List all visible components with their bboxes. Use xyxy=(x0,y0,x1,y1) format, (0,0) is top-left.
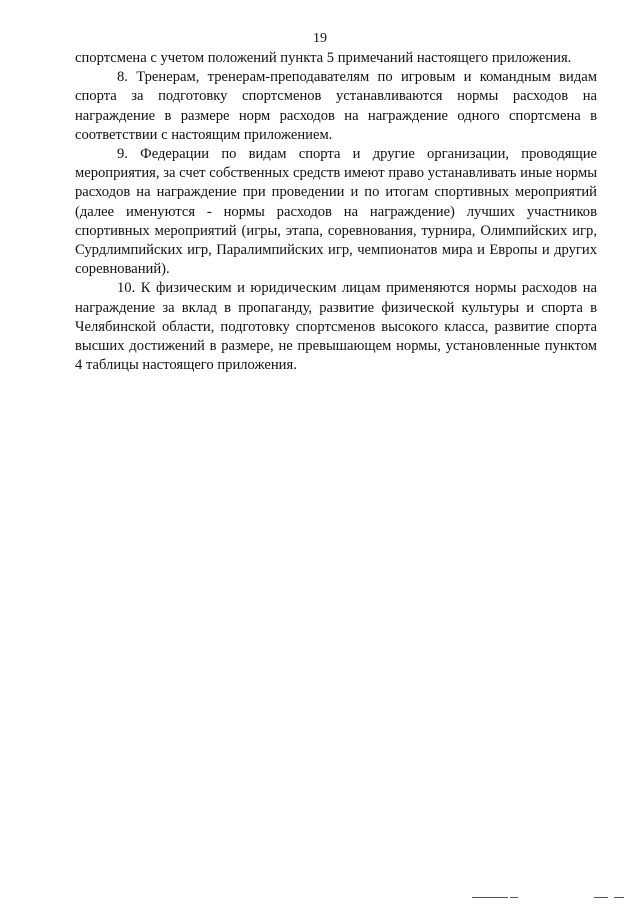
footer-mark-line xyxy=(472,897,508,898)
footer-mark-line xyxy=(614,897,624,898)
footer-mark-line xyxy=(510,897,518,898)
footer-scan-marks xyxy=(0,897,640,903)
paragraph-continuation: спортсмена с учетом положений пункта 5 примечаний настоящего приложения. xyxy=(75,50,572,66)
paragraph-item-8: 8. Тренерам, тренерам-преподавателям по игровым и командным видам спорта за подготовку спортсменов устанавливаются нормы расходов на награждение в размере норм расходов на награждение одного спортсмена в соответствии с настоящим приложением. xyxy=(75,69,597,143)
page-number: 19 xyxy=(313,31,327,46)
footer-mark-line xyxy=(594,897,608,898)
paragraph-item-9: 9. Федерации по видам спорта и другие организации, проводящие мероприятия, за счет собственных средств имеют право устанавливать иные нормы расходов на награждение при проведении и по итогам спортивных мероприятий (далее именуются - нормы расходов на награждение) лучших участников спортивных мероприятий (игры, этапа, соревнования, турнира, Олимпийских игр, Сурдлимпийских игр, Паралимпийских игр, чемпионатов мира и Европы и других соревнований). xyxy=(75,146,597,278)
document-body xyxy=(75,49,597,375)
paragraph-item-10: 10. К физическим и юридическим лицам применяются нормы расходов на награждение за вклад в пропаганду, развитие физической культуры и спорта в Челябинской области, подготовку спортсменов высокого класса, развитие спорта высших достижений в размере, не превышающем нормы, установленные пунктом 4 таблицы настоящего приложения. xyxy=(75,280,597,374)
